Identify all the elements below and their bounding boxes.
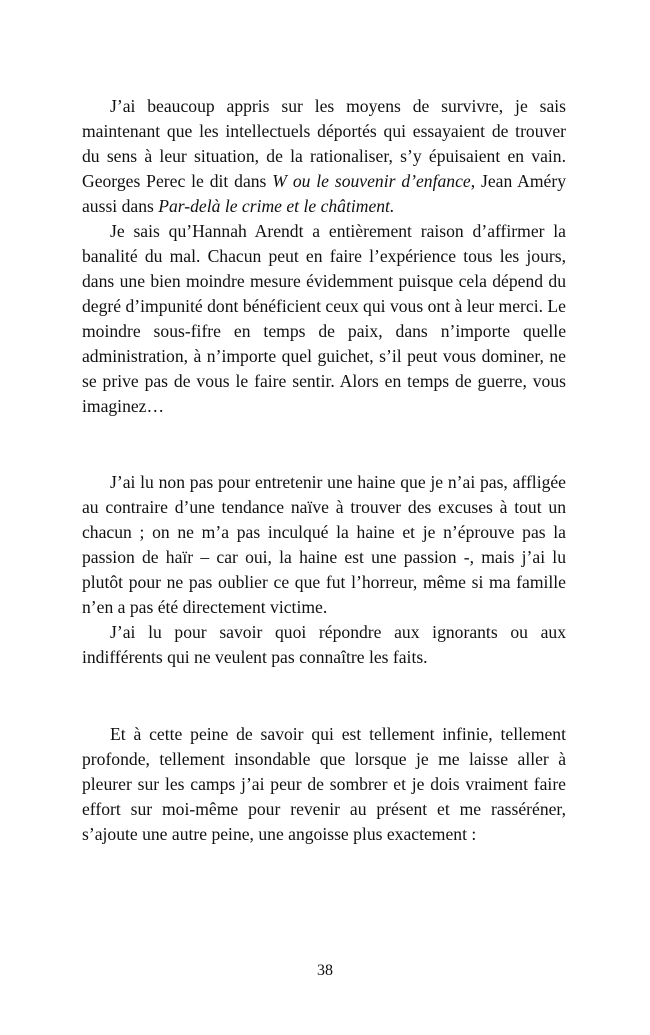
book-title-w-ou-le-souvenir: W ou le souvenir d’enfance [272, 171, 471, 191]
paragraph-1-text-a: J’ai beaucoup appris sur les moyens de survivre, je sais maintenant que les intellectuels déportés qui essayaient de trouver du sens à leur situation, de la rationaliser, s’y épuisaient en vain. Georges Perec le dit dans [82, 96, 566, 191]
paragraph-2: Je sais qu’Hannah Arendt a entièrement raison d’affirmer la banalité du mal. Chacun peut en faire l’expérience tous les jours, dans une bien moindre mesure évidemment puisque cela dépend du degré d’impunité dont bénéficient ceux qui vous ont à leur merci. Le moindre sous-fifre en temps de paix, dans n’importe quelle administration, à n’importe quel guichet, s’il peut vous dominer, ne se prive pas de vous le faire sentir. Alors en temps de guerre, vous imaginez… [82, 221, 566, 416]
paragraph-1 [82, 94, 566, 219]
paragraph-1-text-c: , Jean Améry aussi dans [82, 171, 567, 216]
section-gap [82, 419, 566, 470]
page-body [82, 94, 566, 847]
section-gap [82, 670, 566, 722]
paragraph-5: Et à cette peine de savoir qui est tellement infinie, tellement profonde, tellement insondable que lorsque je me laisse aller à pleurer sur les camps j’ai peur de sombrer et je dois vraiment faire effort sur moi-même pour revenir au présent et me rasséréner, s’ajoute une autre peine, une angoisse plus exactement : [82, 724, 566, 844]
book-title-par-dela: Par-delà le crime et le châtiment. [158, 196, 395, 216]
paragraph-4: J’ai lu pour savoir quoi répondre aux ignorants ou aux indifférents qui ne veulent pas connaître les faits. [82, 622, 566, 667]
page-number: 38 [317, 962, 333, 979]
paragraph-3: J’ai lu non pas pour entretenir une haine que je n’ai pas, affligée au contraire d’une tendance naïve à trouver des excuses à tout un chacun ; on ne m’a pas inculqué la haine et je n’éprouve pas la passion de haïr – car oui, la haine est une passion -, mais j’ai lu plutôt pour ne pas oublier ce que fut l’horreur, même si ma famille n’en a pas été directement victime. [82, 472, 566, 617]
